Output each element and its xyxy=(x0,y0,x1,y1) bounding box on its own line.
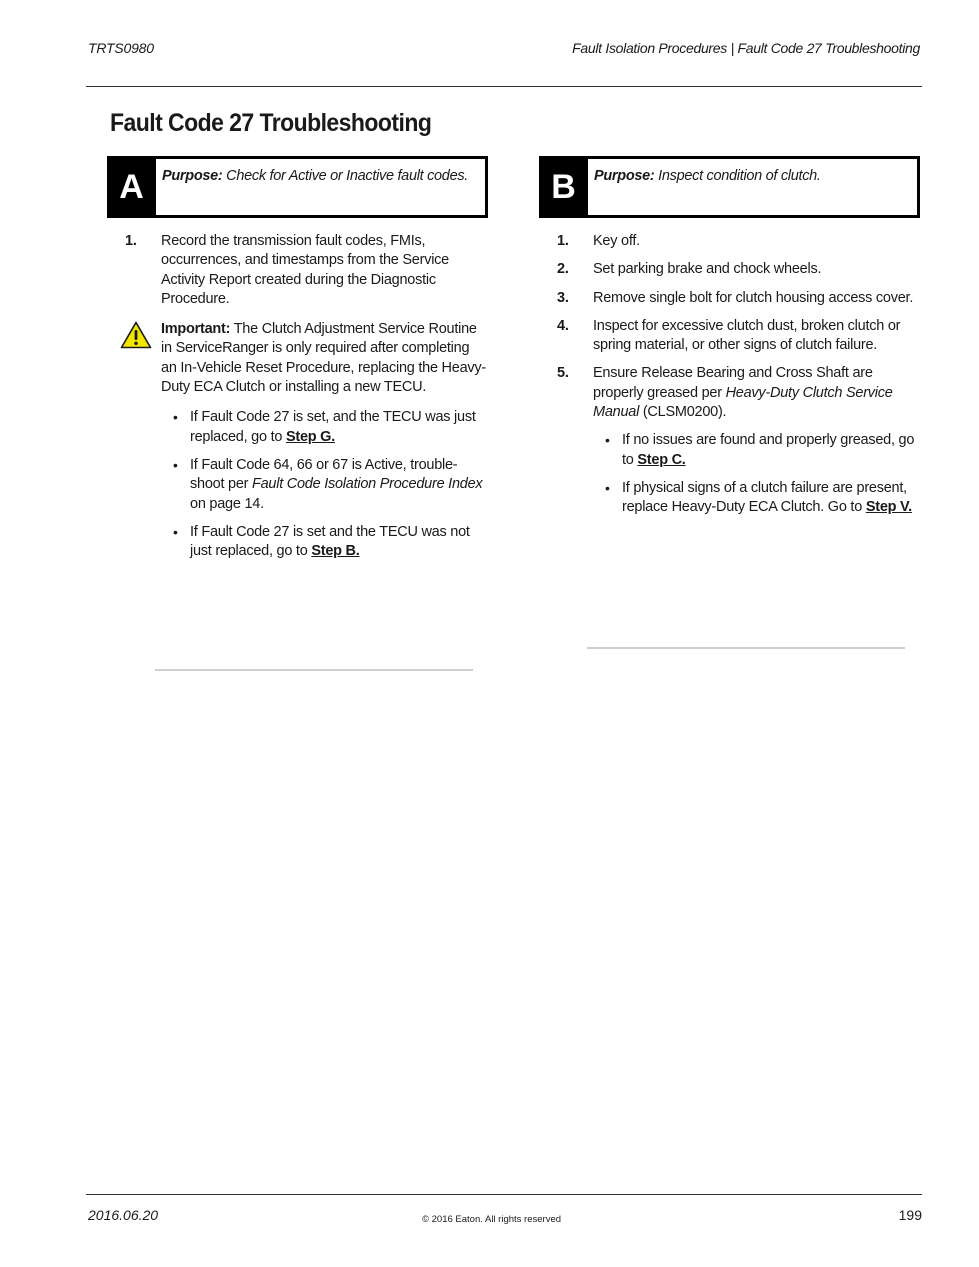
step-a-letter: A xyxy=(107,156,156,218)
bullet-text: If Fault Code 27 is set and the TECU was not just replaced, go to xyxy=(190,523,470,560)
step-v-link[interactable]: Step V. xyxy=(865,499,912,516)
step-b-bullet xyxy=(622,431,920,470)
step-b-item-number: 1. xyxy=(557,233,569,249)
step-a-item-text: Record the transmission fault codes, FMIs, occurrences, and timestamps from the Service Activity Report created during the Diagnostic Procedure. xyxy=(161,233,449,307)
step-b-item-text: Ensure Release Bearing and Cross Shaft are properly greased per xyxy=(593,365,873,401)
step-b-purpose-label: Purpose: xyxy=(594,168,655,184)
header-section-title: Fault Isolation Procedures | Fault Code 27 Troubleshooting xyxy=(572,40,920,56)
step-a-bullet xyxy=(190,456,488,514)
step-a-content xyxy=(108,232,488,570)
step-b-bullet-list xyxy=(540,431,920,517)
step-b-item-text: (CLSM0200). xyxy=(639,404,727,421)
clutch-manual-reference: Heavy-Duty Clutch Service Manual xyxy=(593,384,893,421)
header-doc-id: TRTS0980 xyxy=(88,40,154,56)
step-a-item xyxy=(108,232,488,309)
step-a-bullet xyxy=(190,523,488,562)
step-b-item-text: Remove single bolt for clutch housing access cover. xyxy=(593,289,914,306)
warning-triangle-icon xyxy=(120,321,152,349)
page-title: Fault Code 27 Troubleshooting xyxy=(110,109,432,137)
important-text: The Clutch Adjustment Service Routine in ServiceRanger is only required after completing an In-Vehicle Reset Procedure, replacing the Heavy-Duty ECA Clutch or installing a new TECU. xyxy=(161,321,486,396)
page-number: 199 xyxy=(898,1207,922,1223)
step-a-purpose xyxy=(162,168,477,184)
step-b-end-divider xyxy=(587,647,905,649)
step-b-item-text: Key off. xyxy=(593,233,640,249)
step-a-purpose-box xyxy=(107,156,488,218)
footer-divider xyxy=(86,1194,922,1195)
step-b-item-number: 5. xyxy=(557,365,569,382)
step-a-bullet-list xyxy=(108,408,488,561)
step-a-purpose-label: Purpose: xyxy=(162,168,223,184)
important-note xyxy=(108,320,488,397)
step-b-item-text: Set parking brake and chock wheels. xyxy=(593,261,822,278)
step-b-purpose-text: Inspect condition of clutch. xyxy=(654,168,821,184)
step-b-letter: B xyxy=(539,156,588,218)
step-b-link[interactable]: Step B. xyxy=(311,543,360,560)
fault-code-index-reference: Fault Code Isolation Procedure Index xyxy=(252,476,483,493)
step-b-purpose xyxy=(594,168,909,184)
step-a-purpose-text: Check for Active or Inactive fault codes. xyxy=(222,168,469,184)
bullet-text: on page 14. xyxy=(190,495,264,512)
step-a-end-divider xyxy=(155,669,473,671)
step-a-item-number: 1. xyxy=(125,233,137,249)
important-label: Important: xyxy=(161,321,231,338)
step-b-item xyxy=(540,232,920,251)
footer-date: 2016.06.20 xyxy=(88,1207,159,1223)
step-b-item-text: Inspect for excessive clutch dust, broken clutch or spring material, or other signs of clutch failure. xyxy=(593,317,901,354)
header-divider xyxy=(86,86,922,87)
step-a-bullet xyxy=(190,408,488,447)
step-b-content xyxy=(540,232,920,527)
bullet-text: If no issues are found and properly greased, go to xyxy=(622,432,915,468)
step-b-item xyxy=(540,364,920,422)
footer-copyright: © 2016 Eaton. All rights reserved xyxy=(421,1214,562,1225)
step-b-item xyxy=(540,260,920,279)
bullet-text: If physical signs of a clutch failure are present, replace Heavy-Duty ECA Clutch. Go to xyxy=(622,479,907,516)
step-g-link[interactable]: Step G. xyxy=(285,428,335,445)
bullet-text: If Fault Code 64, 66 or 67 is Active, trouble-shoot per xyxy=(190,456,458,493)
step-b-item-number: 2. xyxy=(557,261,569,278)
step-c-link[interactable]: Step C. xyxy=(637,451,686,468)
bullet-text: If Fault Code 27 is set, and the TECU was just replaced, go to xyxy=(190,409,476,445)
step-b-item-number: 3. xyxy=(557,289,569,306)
step-b-bullet xyxy=(622,479,920,518)
step-b-item-number: 4. xyxy=(557,317,569,334)
step-b-item xyxy=(540,289,920,308)
step-b-item xyxy=(540,317,920,356)
step-b-purpose-box xyxy=(539,156,920,218)
